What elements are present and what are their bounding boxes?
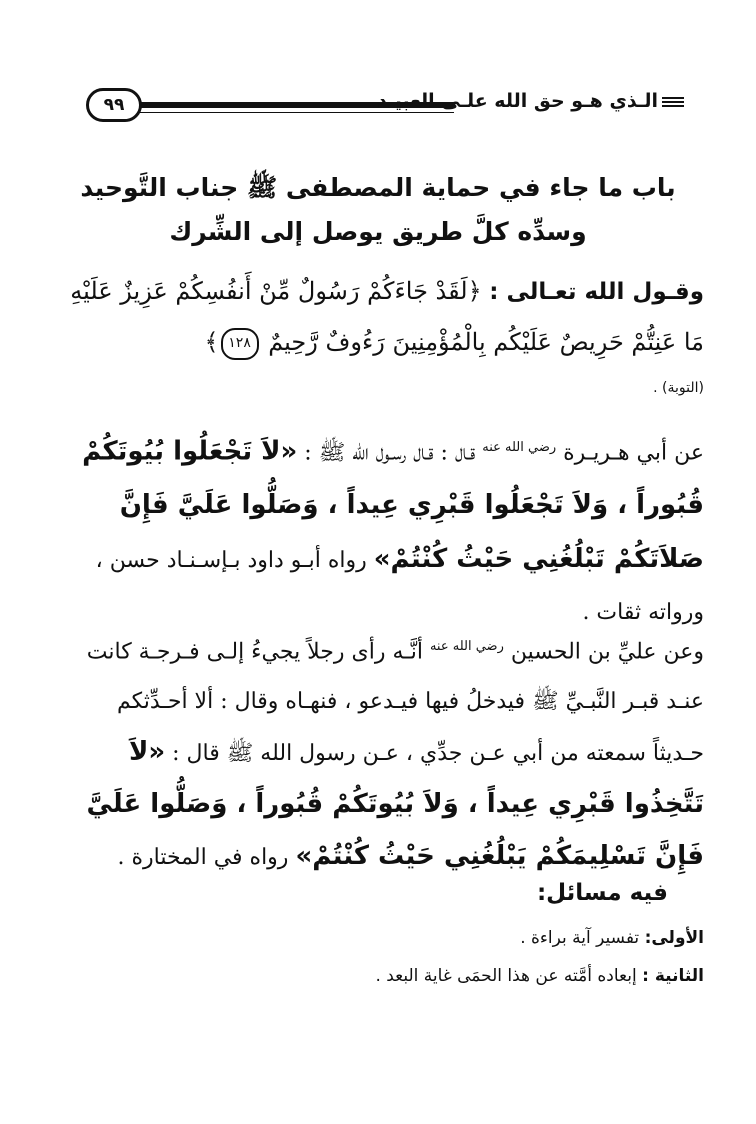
issue-label: الثانية : [642,966,704,986]
hadith2-quote: «لاَ تَتَّخِذُوا قَبْرِي عِيداً ، وَلاَ بُيُوتَكُمْ قُبُوراً ، وَصَلُّوا عَلَيَّ فَإِنَّ تَسْلِيمَكُمْ يَبْلُغُنِي حَيْثُ كُنْتُمْ» [86,737,704,872]
chapter-heading-line1: باب ما جاء في حماية المصطفى ﷺ جناب التَّوحيد [80,173,676,202]
hadith1-tail: رواه أبـو داود بـإسـنـاد حسن ، ورواته ثقات . [95,548,704,626]
running-header [86,88,684,128]
running-title [377,90,684,112]
issue-text: إبعاده أمَّته عن هذا الحمَى غاية البعد . [375,966,637,986]
ayah-paragraph [60,266,704,367]
chapter-heading-line2: وسدِّه كلَّ طريق يوصل إلى الشِّرك [169,217,587,246]
hadith1-quote: «لاَ تَجْعَلُوا بُيُوتَكُمْ قُبُوراً ، وَلاَ تَجْعَلُوا قَبْرِي عِيداً ، وَصَلُّوا عَلَيَّ فَإِنَّ صَلاَتَكُمْ تَبْلُغُنِي حَيْثُ كُنْتُمْ» [82,436,704,575]
chapter-heading [60,166,696,254]
ayah-lead: وقـول الله تعـالى : [489,279,704,305]
hadith-paragraph-2 [60,622,704,883]
hadith2-intro: وعن عليِّ بن الحسين [510,639,704,665]
ayah-text: ﴿لَقَدْ جَاءَكُمْ رَسُولٌ مِّنْ أَنفُسِكُمْ عَزِيزٌ عَلَيْهِ مَا عَنِتُّمْ حَرِيصٌ عَلَيْكُم بِالْمُؤْمِنِينَ رَءُوفٌ رَّحِيمٌ [70,277,704,356]
issue-label: الأولى: [644,928,704,948]
issues-title: فيه مسائل: [536,880,668,906]
hadith2-narrative: أنَّـه رأى رجلاً يجيءُ إلـى فـرجـة كانت عنـد قبـر النَّبـيِّ ﷺ فيدخلُ فيها فيـدعو ، فنهـاه وقال : ألا أحـدِّثكم حـديثاً سمعته من أبي عـن جدِّي ، عـن رسول الله ﷺ قال : [86,639,704,767]
page-number-badge: ٩٩ [86,88,142,122]
hadith2-tail: رواه في المختارة . [117,845,289,871]
issue-item [520,928,704,948]
hadith1-said: قـال : قـال رسـول الله ﷺ : [304,440,476,466]
verse-number-badge: ١٢٨ [221,328,259,360]
hadith2-honor: رضي الله عنه [429,639,504,654]
header-ornament-icon [662,97,684,107]
header-rule-thin [136,112,454,113]
hadith-paragraph-1 [60,422,704,639]
issue-text: تفسير آية براءة . [520,928,640,948]
surah-reference: (التوبة) . [653,380,704,396]
running-title-text: الـذي هـو حق الله علـى العبيـد [377,90,658,112]
hadith1-intro: عن أبي هـريـرة [563,440,704,466]
hadith1-honor: رضي الله عنه [482,440,557,455]
ayah-close: ﴾ [204,328,219,356]
issue-item [375,966,704,986]
